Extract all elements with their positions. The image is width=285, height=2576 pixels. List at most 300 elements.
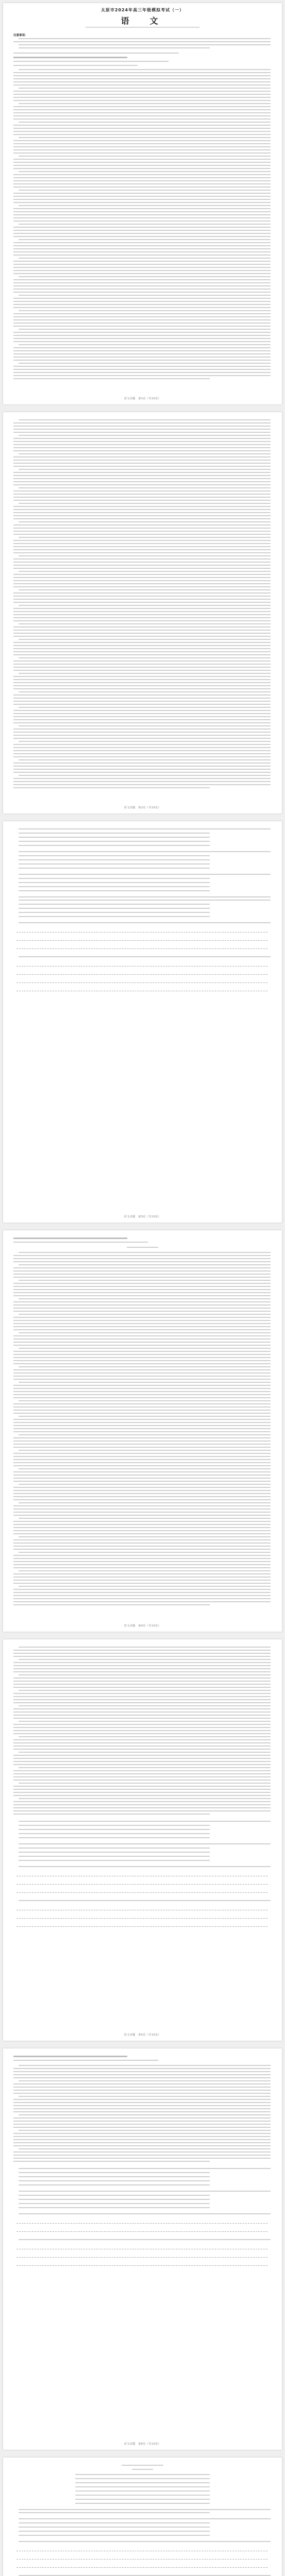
text-line [13, 1493, 271, 1494]
text-line [19, 759, 271, 760]
text-line [13, 617, 271, 618]
text-line [19, 344, 271, 345]
annotation-line [19, 2512, 210, 2513]
question-stem [19, 874, 271, 875]
text-line [19, 1752, 271, 1753]
text-line [13, 353, 271, 354]
text-line [13, 61, 169, 62]
text-line [13, 506, 271, 507]
text-line [13, 2068, 271, 2069]
text-line [13, 267, 271, 268]
text-line [13, 217, 271, 218]
text-line [13, 106, 271, 107]
text-line [13, 664, 271, 665]
text-line [13, 574, 271, 575]
text-line [13, 245, 271, 246]
text-line [13, 233, 271, 234]
text-line [19, 69, 271, 70]
text-line [13, 432, 271, 433]
text-line [19, 1416, 271, 1417]
text-line [13, 143, 271, 144]
question-stem [19, 2213, 271, 2214]
text-line [13, 562, 271, 563]
text-line [13, 528, 271, 529]
text-line [19, 741, 271, 742]
text-line [13, 307, 271, 308]
text-line [13, 549, 271, 550]
text-line [13, 732, 271, 733]
answer-line[interactable] [16, 2567, 267, 2568]
text-line [13, 1338, 271, 1340]
text-line [13, 756, 271, 757]
text-line [13, 1524, 271, 1525]
text-line [13, 1681, 271, 1682]
text-line [13, 134, 271, 135]
text-line [13, 694, 271, 696]
text-line [19, 1767, 271, 1768]
text-line [13, 1354, 271, 1355]
text-line [13, 1801, 271, 1802]
text-line [13, 1758, 271, 1759]
text-line [19, 1298, 271, 1299]
text-line [13, 168, 271, 169]
text-line [13, 1742, 271, 1743]
text-line [13, 444, 271, 445]
text-line [13, 347, 271, 348]
text-line [13, 1539, 271, 1540]
text-line [13, 1592, 271, 1593]
answer-line[interactable] [16, 931, 267, 933]
text-line [13, 214, 271, 215]
text-line [13, 466, 271, 467]
answer-line[interactable] [16, 1875, 267, 1876]
text-line [13, 1357, 271, 1358]
text-line [13, 1730, 271, 1731]
text-line [13, 65, 138, 66]
text-line [19, 1264, 271, 1265]
text-line [13, 84, 271, 86]
option-line [19, 1829, 210, 1830]
text-line [19, 537, 271, 538]
text-line [19, 1518, 271, 1519]
answer-line[interactable] [16, 2248, 267, 2249]
text-line [19, 2065, 271, 2066]
text-line [19, 1450, 271, 1451]
text-line [13, 2117, 271, 2119]
option-line [19, 2535, 210, 2536]
text-line [19, 1736, 271, 1737]
question-stem [19, 956, 271, 957]
text-line [13, 1345, 271, 1346]
text-line [19, 1400, 271, 1401]
text-line [13, 463, 271, 464]
option-line [19, 2203, 210, 2204]
text-line [13, 552, 271, 553]
text-line [13, 369, 271, 370]
text-line [19, 469, 271, 470]
text-line [13, 2105, 271, 2106]
option-line [19, 1825, 210, 1826]
text-line [13, 2071, 271, 2072]
text-line [13, 1702, 271, 1703]
option-line [19, 2199, 210, 2200]
text-line [13, 1363, 271, 1364]
text-line [13, 146, 271, 147]
text-line [19, 1570, 271, 1571]
answer-line[interactable] [16, 2558, 267, 2560]
option-line [19, 1852, 210, 1853]
answer-line[interactable] [16, 940, 267, 941]
text-line [19, 503, 271, 504]
text-line [13, 2145, 271, 2146]
text-line [13, 1780, 271, 1781]
text-line [19, 1690, 271, 1691]
text-line [13, 1653, 271, 1654]
text-line [13, 1326, 271, 1327]
text-line [13, 1376, 271, 1377]
text-line [13, 285, 271, 286]
text-line [13, 1391, 271, 1392]
text-line [13, 1718, 271, 1719]
poem-line [75, 2499, 210, 2500]
text-line [13, 546, 271, 547]
option-line [19, 1856, 210, 1857]
text-line [13, 1776, 271, 1777]
exam-page-7 [3, 2458, 282, 2576]
text-line [13, 1739, 271, 1740]
text-line [19, 639, 271, 640]
text-line [13, 2090, 271, 2091]
text-line [13, 1406, 271, 1408]
text-line [13, 698, 271, 699]
text-line [13, 313, 271, 314]
answer-line[interactable] [16, 1892, 267, 1893]
text-line [13, 1543, 271, 1544]
text-line [13, 1453, 271, 1454]
option-line [19, 2207, 210, 2208]
text-line [13, 140, 271, 141]
text-line [13, 558, 271, 560]
text-line [13, 494, 271, 495]
text-line [13, 1388, 271, 1389]
text-line [13, 2151, 271, 2153]
text-line [19, 2096, 271, 2097]
text-line [13, 1465, 271, 1466]
text-line [13, 1456, 271, 1457]
text-line [13, 540, 271, 541]
text-line [13, 1410, 271, 1411]
text-line [13, 118, 271, 120]
text-line [13, 1761, 271, 1762]
text-line [13, 586, 271, 587]
text-line [19, 2080, 271, 2081]
text-line [13, 53, 179, 54]
text-line [13, 350, 271, 351]
text-line [13, 251, 271, 252]
text-line [13, 41, 271, 42]
text-line [13, 2124, 271, 2125]
option-line [19, 855, 210, 856]
text-line [13, 378, 210, 379]
text-line [13, 620, 271, 621]
text-line [13, 1595, 271, 1596]
option-line [19, 863, 210, 865]
text-line [13, 227, 271, 228]
text-line [19, 171, 271, 172]
text-line [13, 577, 271, 578]
text-line [13, 1431, 271, 1432]
text-line [13, 704, 271, 705]
subject-title: 语 文 [121, 16, 164, 26]
text-line [13, 289, 271, 290]
text-line [13, 1749, 271, 1750]
section-heading [13, 1238, 127, 1239]
page-footer: 语文试题 第2页（共10页） [124, 806, 161, 809]
text-line [13, 565, 271, 566]
question-stem [19, 828, 271, 829]
text-line [19, 329, 271, 330]
text-line [13, 279, 271, 280]
text-line [13, 1533, 271, 1534]
text-line [13, 236, 271, 237]
text-line [13, 490, 271, 492]
text-line [13, 1394, 271, 1395]
text-line [13, 78, 271, 79]
text-line [19, 657, 271, 658]
text-line [13, 1308, 271, 1309]
text-line [13, 710, 271, 711]
text-line [19, 1348, 271, 1349]
text-line [13, 242, 271, 243]
text-line [13, 716, 271, 717]
text-line [19, 707, 271, 708]
text-line [19, 725, 271, 726]
answer-line[interactable] [16, 2223, 267, 2224]
text-line [13, 196, 271, 197]
answer-line[interactable] [16, 1884, 267, 1885]
text-line [13, 735, 271, 736]
text-line [13, 636, 271, 637]
text-line [13, 602, 271, 603]
text-line [13, 484, 271, 485]
question-stem [19, 896, 271, 897]
answer-line[interactable] [16, 2550, 267, 2551]
text-line [13, 1444, 271, 1445]
text-line [13, 1505, 271, 1506]
text-line [13, 316, 271, 317]
text-line [13, 1650, 271, 1651]
answer-line[interactable] [16, 1918, 267, 1919]
text-line [13, 515, 271, 516]
option-line [19, 1837, 210, 1838]
text-line [19, 453, 271, 454]
text-line [13, 1286, 271, 1287]
text-line [13, 1360, 271, 1361]
answer-line[interactable] [16, 2265, 267, 2266]
option-line [19, 1833, 210, 1834]
text-line [13, 1789, 271, 1790]
text-line [13, 667, 271, 668]
text-line [13, 1403, 271, 1404]
text-line [19, 1705, 271, 1706]
option-line [19, 841, 210, 842]
text-line [13, 722, 271, 723]
text-line [13, 75, 271, 76]
answer-line[interactable] [16, 990, 267, 991]
text-line [13, 1379, 271, 1380]
text-line [19, 555, 271, 556]
text-line [13, 2108, 271, 2109]
text-line [13, 1804, 271, 1805]
option-line [19, 845, 210, 846]
answer-line[interactable] [16, 1909, 267, 1910]
text-line [13, 1413, 271, 1414]
text-line [13, 478, 271, 479]
text-line [19, 775, 271, 776]
text-line [19, 2130, 271, 2131]
text-line [13, 1459, 271, 1460]
text-line [13, 2139, 271, 2140]
option-line [19, 2172, 210, 2173]
option-line [19, 1848, 210, 1849]
text-line [13, 366, 271, 367]
answer-line[interactable] [16, 982, 267, 983]
text-line [13, 1512, 271, 1513]
option-line [19, 2531, 210, 2532]
text-line [13, 2087, 271, 2088]
text-line [13, 2121, 271, 2122]
text-line [13, 422, 271, 423]
text-line [13, 762, 271, 764]
text-line [13, 323, 271, 324]
text-line [13, 728, 271, 730]
text-line [13, 1699, 271, 1700]
text-line [13, 1770, 271, 1771]
text-line [13, 512, 271, 513]
text-line [13, 426, 271, 427]
text-line [13, 1773, 271, 1774]
text-line [19, 1721, 271, 1722]
exam-page-2 [3, 412, 282, 814]
text-line [19, 691, 271, 692]
text-line [19, 1252, 271, 1253]
answer-line[interactable] [16, 1926, 267, 1927]
text-line [19, 276, 271, 277]
text-line [13, 193, 271, 194]
text-line [13, 1727, 271, 1728]
text-line [13, 230, 271, 231]
answer-line[interactable] [16, 948, 267, 949]
text-line [13, 497, 271, 498]
text-line [13, 1567, 271, 1568]
text-line [13, 255, 271, 256]
text-line [13, 670, 271, 671]
text-line [13, 660, 271, 662]
text-line [19, 1332, 271, 1333]
text-line [19, 2148, 271, 2149]
text-line [13, 441, 271, 442]
text-line [13, 1687, 271, 1688]
text-line [13, 1283, 271, 1284]
text-line [13, 1715, 271, 1716]
answer-line[interactable] [16, 974, 267, 975]
text-line [19, 521, 271, 522]
text-line [13, 534, 271, 535]
page-footer: 语文试题 第4页（共10页） [124, 1624, 161, 1628]
text-line [13, 1558, 271, 1559]
exam-page-3 [3, 821, 282, 1223]
text-line [13, 654, 271, 655]
text-line [13, 766, 271, 767]
text-line [13, 1598, 271, 1599]
text-line [13, 1267, 271, 1268]
text-line [13, 174, 271, 175]
answer-line[interactable] [16, 2231, 267, 2232]
text-line [19, 673, 271, 674]
section-heading [13, 2056, 127, 2057]
text-line [19, 122, 271, 123]
text-line [13, 211, 271, 212]
question-stem [19, 1821, 271, 1822]
text-line [19, 1366, 271, 1367]
text-line [13, 2099, 271, 2100]
text-line [13, 341, 271, 342]
poem-line [75, 2503, 210, 2504]
text-line [13, 1261, 271, 1262]
text-line [13, 1490, 271, 1491]
option-line [19, 886, 210, 887]
text-line [13, 1589, 271, 1590]
option-line [19, 908, 210, 909]
page-footer: 语文试题 第3页（共10页） [124, 1215, 161, 1218]
text-line [19, 900, 271, 901]
text-line [13, 301, 271, 302]
text-line [19, 1434, 271, 1435]
text-line [13, 460, 271, 461]
text-line [13, 131, 271, 132]
text-line [13, 357, 271, 358]
text-line [13, 1745, 271, 1747]
text-line [13, 682, 271, 683]
text-line [13, 1755, 271, 1756]
text-line [13, 633, 271, 634]
text-line [19, 623, 271, 624]
option-line [19, 916, 210, 917]
text-line [13, 1668, 271, 1669]
text-line [13, 1329, 271, 1330]
option-line [19, 2522, 210, 2523]
text-line [19, 295, 271, 296]
poem-line [75, 2478, 210, 2479]
text-line [13, 338, 271, 339]
text-line [13, 1301, 271, 1302]
text-line [19, 47, 210, 48]
poem-title [122, 2465, 163, 2466]
text-line [13, 202, 271, 203]
text-line [13, 1270, 271, 1272]
exam-header: 太原市2024年高三年级模拟考试（一） [100, 8, 185, 12]
option-line [19, 878, 210, 879]
text-line [13, 1711, 271, 1713]
text-line [13, 481, 271, 482]
text-line [13, 1437, 271, 1438]
option-line [19, 868, 210, 869]
answer-line[interactable] [16, 965, 267, 967]
question-stem [19, 922, 271, 923]
answer-line[interactable] [16, 2257, 267, 2258]
text-line [13, 180, 271, 181]
text-line [13, 1369, 271, 1370]
